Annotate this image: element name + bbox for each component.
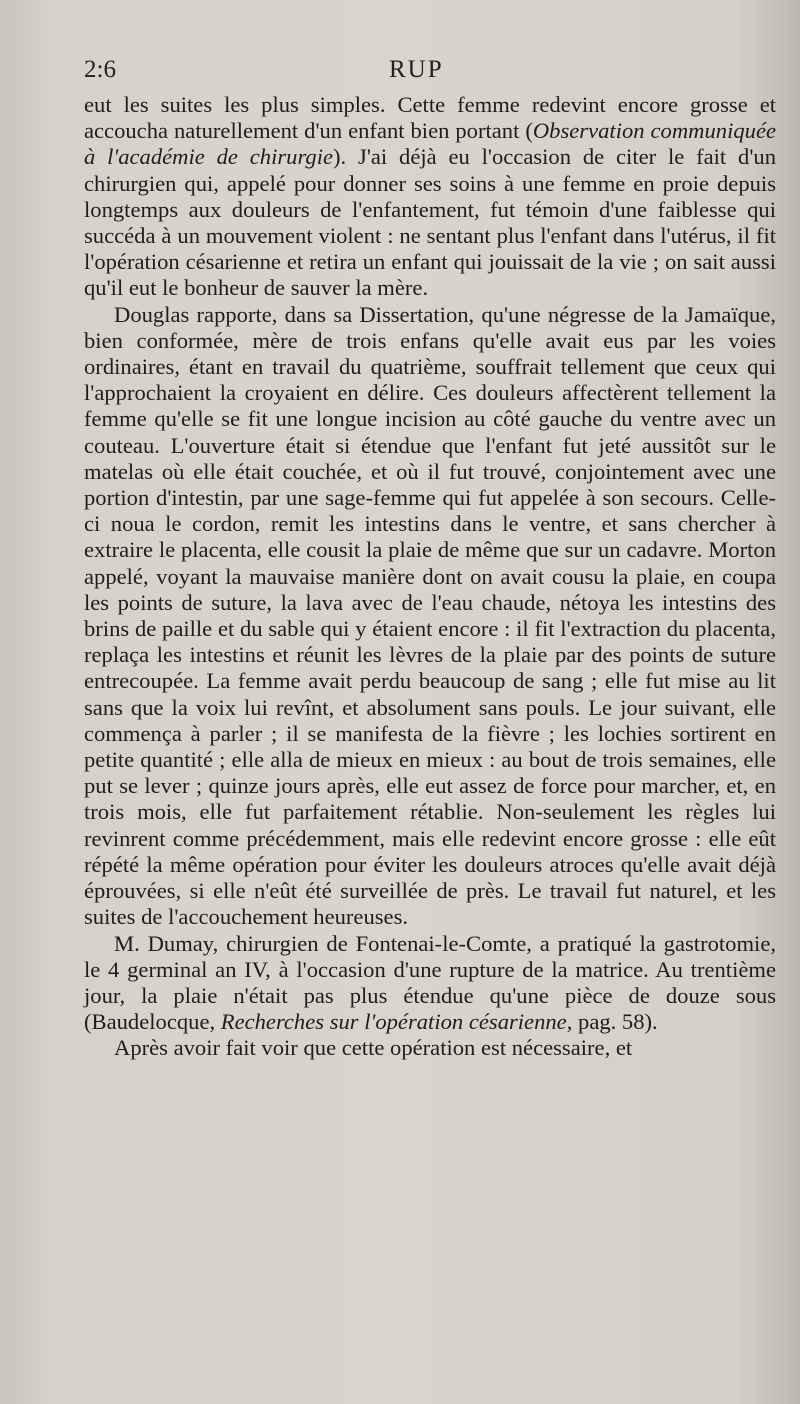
text-span: M. Dumay, chirurgien de Fontenai-le-Comte, a pratiqué la gastrotomie, le 4 germinal an IV, à l'occasion d'une rupture de la matrice. Au trentième jour, la plaie n'était pas plus étendue qu'une pièce de douze sous (Baudelocque, xyxy=(84,930,776,1035)
paragraph xyxy=(84,1035,776,1061)
page-header xyxy=(84,56,774,92)
text-span: eut les suites les plus simples. Cette femme redevint encore grosse et accoucha naturellement d'un enfant bien portant ( xyxy=(84,92,776,144)
italic-citation: Recherches sur l'opération césarienne xyxy=(220,1009,567,1035)
text-span: Douglas rapporte, dans sa Dissertation, qu'une négresse de la Jamaïque, bien conformée, mère de trois enfans qu'elle avait eus par les voies ordinaires, étant en travail du quatrième, souffrait tellement que ceux qui l'approchaient la croyaient en délire. Ces douleurs affectèrent tellement la femme qu'elle se fit une longue incision au côté gauche du ventre avec un couteau. L'ouverture était si étendue que l'enfant fut jeté aussitôt sur le matelas où elle était couchée, et où il fut trouvé, conjointement avec une portion d'intestin, par une sage-femme qui fut appelée à son secours. Celle-ci noua le cordon, remit les intestins dans le ventre, et sans chercher à extraire le placenta, elle cousit la plaie de même que sur un cadavre. Morton appelé, voyant la mauvaise manière dont on avait cousu la plaie, en coupa les points de suture, la lava avec de l'eau chaude, nétoya les intestins des brins de paille et du sable qui y étaient encore : il fit l'extraction du placenta, replaça les intestins et réunit les lèvres de la plaie par des points de suture entrecoupée. La femme avait perdu beaucoup de sang ; elle fut mise au lit sans que la voix lui revînt, et absolument sans pouls. Le jour suivant, elle commença à parler ; il se manifesta de la fièvre ; les lochies sortirent en petite quantité ; elle alla de mieux en mieux : au bout de trois semaines, elle put se lever ; quinze jours après, elle eut assez de force pour marcher, et, en trois mois, elle fut parfaitement rétablie. Non-seulement les règles lui revinrent comme précédemment, mais elle redevint encore grosse : elle eût répété la même opération pour éviter les douleurs atroces qu'elle avait déjà éprouvées, si elle n'eût été surveillée de près. Le travail fut naturel, et les suites de l'accouchement heureuses. xyxy=(84,301,776,930)
paragraph xyxy=(84,931,776,1036)
page-number: 2:6 xyxy=(84,56,116,83)
text-span: Après avoir fait voir que cette opération est nécessaire, et xyxy=(114,1035,633,1061)
paragraph xyxy=(84,92,776,302)
text-span: ). J'ai déjà eu l'occasion de citer le fait d'un chirurgien qui, appelé pour donner ses soins à une femme en proie depuis longtemps aux douleurs de l'enfantement, fut témoin d'une faiblesse qui succéda à un mouvement violent : ne sentant plus l'enfant dans l'utérus, il fit l'opération césarienne et retira un enfant qui jouissait de la vie ; on sait aussi qu'il eut le bonheur de sauver la mère. xyxy=(84,144,776,301)
italic-citation: Observation communiquée à l'académie de chirurgie xyxy=(84,118,777,170)
running-head: RUP xyxy=(389,56,444,83)
paragraph xyxy=(84,302,776,931)
body-text xyxy=(84,92,776,1062)
text-span: , pag. 58). xyxy=(566,1009,658,1035)
